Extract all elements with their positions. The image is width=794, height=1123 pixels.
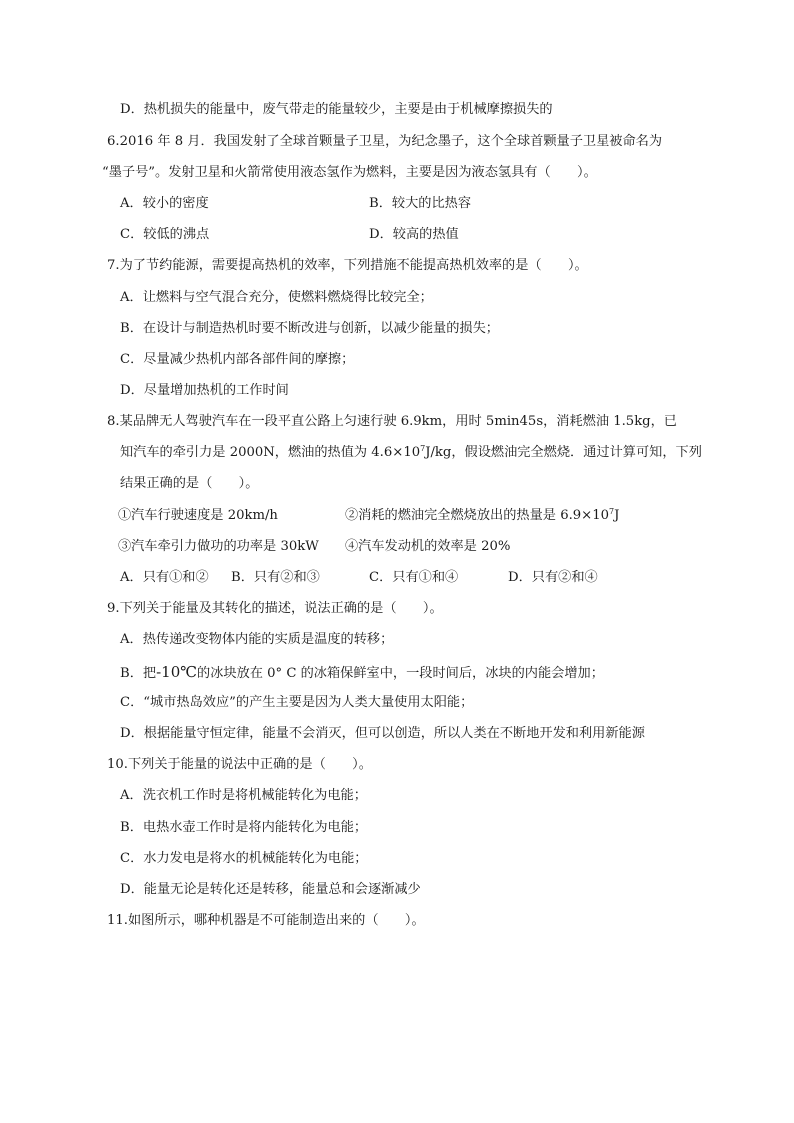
q9-option-a: A．热传递改变物体内能的实质是温度的转移； bbox=[120, 632, 394, 647]
q8-statement-3: ③汽车牵引力做功的功率是 30kW bbox=[118, 539, 319, 554]
q9-option-b: B．把-10℃的冰块放在 0° C 的冰箱保鲜室中，一段时间后，冰块的内能会增加； bbox=[120, 663, 604, 681]
q8-option-d: D．只有②和④ bbox=[508, 570, 598, 585]
q6-option-d: D．较高的热值 bbox=[369, 227, 459, 242]
q8-option-c: C．只有①和④ bbox=[369, 570, 459, 585]
q9-stem: 9.下列关于能量及其转化的描述，说法正确的是（ ）。 bbox=[107, 601, 443, 616]
q8-stem-line-1: 8.某品牌无人驾驶汽车在一段平直公路上匀速行驶 6.9km，用时 5min45s，消耗燃油 1.5kg，已 bbox=[107, 414, 677, 429]
q8-stem-line-3: 结果正确的是（ ）。 bbox=[120, 476, 259, 491]
q7-option-b: B．在设计与制造热机时要不断改进与创新，以减少能量的损失； bbox=[120, 321, 499, 336]
q6-stem-line-1: 6.2016 年 8 月．我国发射了全球首颗量子卫星，为纪念墨子，这个全球首颗量子卫星被命名为 bbox=[107, 134, 663, 149]
q8-option-a: A．只有①和② bbox=[120, 570, 209, 585]
q6-stem-line-2: “墨子号”。发射卫星和火箭常使用液态氢作为燃料，主要是因为液态氢具有（ ）。 bbox=[102, 165, 597, 180]
q8-statement-2: ②消耗的燃油完全燃烧放出的热量是 $6.9\times 10^7J$ bbox=[345, 507, 620, 523]
q8-option-b: B．只有②和③ bbox=[231, 570, 320, 585]
q10-option-b: B．电热水壶工作时是将内能转化为电能； bbox=[120, 820, 368, 835]
q11-stem: 11.如图所示，哪种机器是不可能制造出来的（ ）。 bbox=[107, 913, 425, 928]
q8-statement-2-exponent: 7 bbox=[609, 507, 615, 516]
q8-exponent: 7 bbox=[420, 444, 426, 453]
q8-statement-1: ①汽车行驶速度是 20km/h bbox=[118, 508, 278, 523]
q9-temperature: -10℃ bbox=[156, 663, 198, 681]
q8-stem-line-2: 知汽车的牵引力是 2000N，燃油的热值为 $4.6\times 10^7J/kg$，假设燃油完全燃烧．通过计算可知，下列 bbox=[120, 444, 702, 460]
q7-option-d: D．尽量增加热机的工作时间 bbox=[120, 383, 289, 398]
q10-stem: 10.下列关于能量的说法中正确的是（ ）。 bbox=[107, 757, 372, 772]
q9-option-c: C．“城市热岛效应”的产生主要是因为人类大量使用太阳能； bbox=[120, 695, 474, 710]
q5-option-d: D．热机损失的能量中，废气带走的能量较少，主要是由于机械摩擦损失的 bbox=[120, 102, 553, 117]
q10-option-a: A．洗衣机工作时是将机械能转化为电能； bbox=[120, 788, 367, 803]
q6-option-a: A．较小的密度 bbox=[120, 196, 209, 211]
q7-stem: 7.为了节约能源，需要提高热机的效率，下列措施不能提高热机效率的是（ ）。 bbox=[107, 258, 588, 273]
q6-option-c: C．较低的沸点 bbox=[120, 227, 210, 242]
q10-option-c: C．水力发电是将水的机械能转化为电能； bbox=[120, 851, 368, 866]
q10-option-d: D．能量无论是转化还是转移，能量总和会逐渐减少 bbox=[120, 882, 421, 897]
q7-option-a: A．让燃料与空气混合充分，使燃料燃烧得比较完全； bbox=[120, 290, 433, 305]
q6-option-b: B．较大的比热容 bbox=[369, 196, 472, 211]
q8-statement-4: ④汽车发动机的效率是 20% bbox=[345, 539, 511, 554]
q7-option-c: C．尽量减少热机内部各部件间的摩擦； bbox=[120, 352, 355, 367]
q9-option-d: D．根据能量守恒定律，能量不会消灭，但可以创造，所以人类在不断地开发和利用新能源 bbox=[120, 726, 645, 741]
